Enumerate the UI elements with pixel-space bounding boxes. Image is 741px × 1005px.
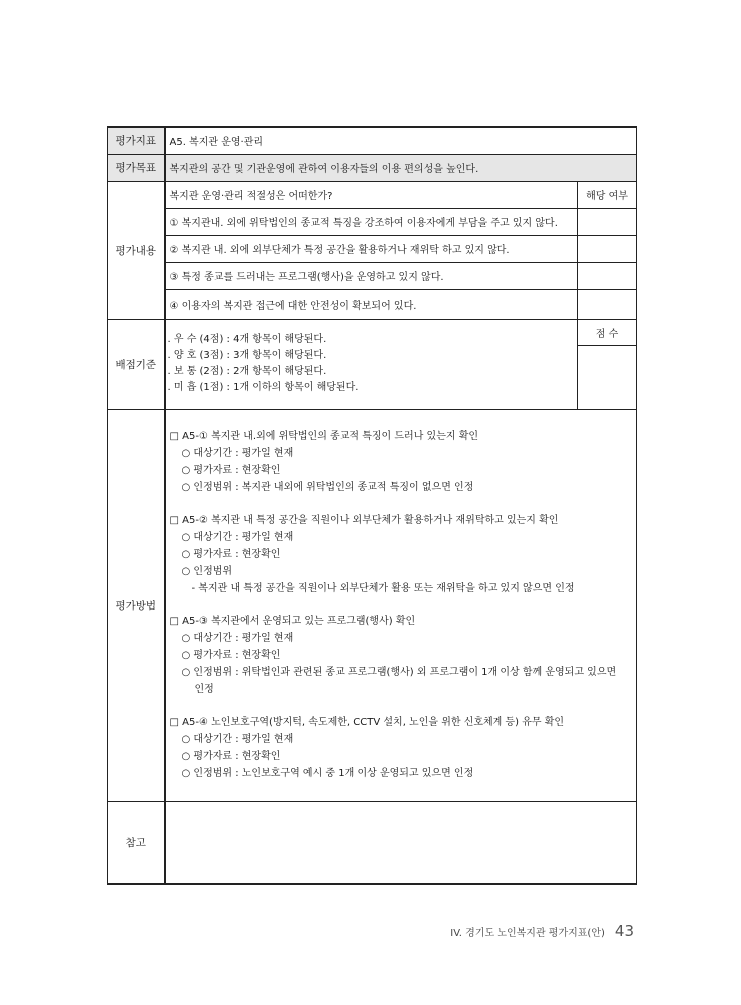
score-header: 점 수 <box>578 319 637 345</box>
eval-content-label: 평가내용 <box>108 181 165 319</box>
eval-index-label: 평가지표 <box>108 127 165 154</box>
method-section-2 <box>170 512 637 597</box>
method-3-material: ○ 평가자료 : 현장확인 <box>181 649 281 661</box>
scoring-label: 배점기준 <box>108 319 165 409</box>
method-2-material: ○ 평가자료 : 현장확인 <box>181 548 281 560</box>
eval-item-4-check <box>578 289 637 319</box>
eval-item-4: ④ 이용자의 복지관 접근에 대한 안전성이 확보되어 있다. <box>165 289 578 319</box>
method-3-scope: ○ 인정범위 : 위탁법인과 관련된 종교 프로그램(행사) 외 프로그램이 1개 이상 함께 운영되고 있으면 <box>181 666 617 678</box>
method-section-3 <box>170 613 637 698</box>
method-1-material: ○ 평가자료 : 현장확인 <box>181 464 281 476</box>
chapter-title: IV. 경기도 노인복지관 평가지표(안) <box>450 928 605 939</box>
method-2-scope-detail: - 복지관 내 특정 공간을 직원이나 외부단체가 활용 또는 재위탁을 하고 있지 않으면 인정 <box>191 582 575 594</box>
method-section-1 <box>170 428 637 496</box>
method-1-title: □ A5-① 복지관 내.외에 위탁법인의 종교적 특징이 드러나 있는지 확인 <box>169 430 479 442</box>
method-content <box>165 409 637 801</box>
method-2-title: □ A5-② 복지관 내 특정 공간을 직원이나 외부단체가 활용하거나 재위탁하고 있는지 확인 <box>169 514 559 526</box>
eval-item-1: ① 복지관내. 외에 위탁법인의 종교적 특징을 강조하여 이용자에게 부담을 주고 있지 않다. <box>165 208 578 235</box>
method-1-period: ○ 대상기간 : 평가일 현재 <box>181 447 294 459</box>
scoring-criteria <box>165 319 578 409</box>
eval-item-3-check <box>578 262 637 289</box>
score-line-good: . 양 호 (3점) : 3개 항목이 해당된다. <box>167 350 327 361</box>
method-3-scope-cont: 인정 <box>194 683 214 695</box>
reference-label: 참고 <box>108 801 165 884</box>
eval-content-question: 복지관 운영·관리 적절성은 어떠한가? <box>165 181 578 208</box>
eval-item-2: ② 복지관 내. 외에 외부단체가 특정 공간을 활용하거나 재위탁 하고 있지 않다. <box>165 235 578 262</box>
method-3-period: ○ 대상기간 : 평가일 현재 <box>181 632 294 644</box>
eval-item-1-check <box>578 208 637 235</box>
page-footer <box>450 922 634 940</box>
method-2-period: ○ 대상기간 : 평가일 현재 <box>181 531 294 543</box>
eval-goal-value: 복지관의 공간 및 기관운영에 관하여 이용자들의 이용 편의성을 높인다. <box>165 154 637 181</box>
method-1-scope: ○ 인정범위 : 복지관 내외에 위탁법인의 종교적 특징이 없으면 인정 <box>181 481 474 493</box>
page-number: 43 <box>614 922 634 940</box>
score-line-poor: . 미 흡 (1점) : 1개 이하의 항목이 해당된다. <box>167 382 359 393</box>
method-4-title: □ A5-④ 노인보호구역(방지턱, 속도제한, CCTV 설치, 노인을 위한 신호체계 등) 유무 확인 <box>169 716 565 728</box>
method-4-period: ○ 대상기간 : 평가일 현재 <box>181 733 294 745</box>
reference-value <box>165 801 637 884</box>
method-section-4 <box>170 714 637 782</box>
method-3-title: □ A5-③ 복지관에서 운영되고 있는 프로그램(행사) 확인 <box>169 615 416 627</box>
score-line-excellent: . 우 수 (4점) : 4개 항목이 해당된다. <box>167 334 327 345</box>
score-value <box>578 345 637 409</box>
eval-index-value: A5. 복지관 운영·관리 <box>165 127 637 154</box>
eval-item-3: ③ 특정 종교를 드러내는 프로그램(행사)을 운영하고 있지 않다. <box>165 262 578 289</box>
applicable-header: 해당 여부 <box>578 181 637 208</box>
method-4-scope: ○ 인정범위 : 노인보호구역 예시 중 1개 이상 운영되고 있으면 인정 <box>181 767 474 779</box>
eval-item-2-check <box>578 235 637 262</box>
method-label: 평가방법 <box>108 409 165 801</box>
evaluation-table <box>107 126 637 885</box>
score-line-average: . 보 통 (2점) : 2개 항목이 해당된다. <box>167 366 327 377</box>
eval-goal-label: 평가목표 <box>108 154 165 181</box>
method-2-scope: ○ 인정범위 <box>181 565 233 577</box>
method-4-material: ○ 평가자료 : 현장확인 <box>181 750 281 762</box>
